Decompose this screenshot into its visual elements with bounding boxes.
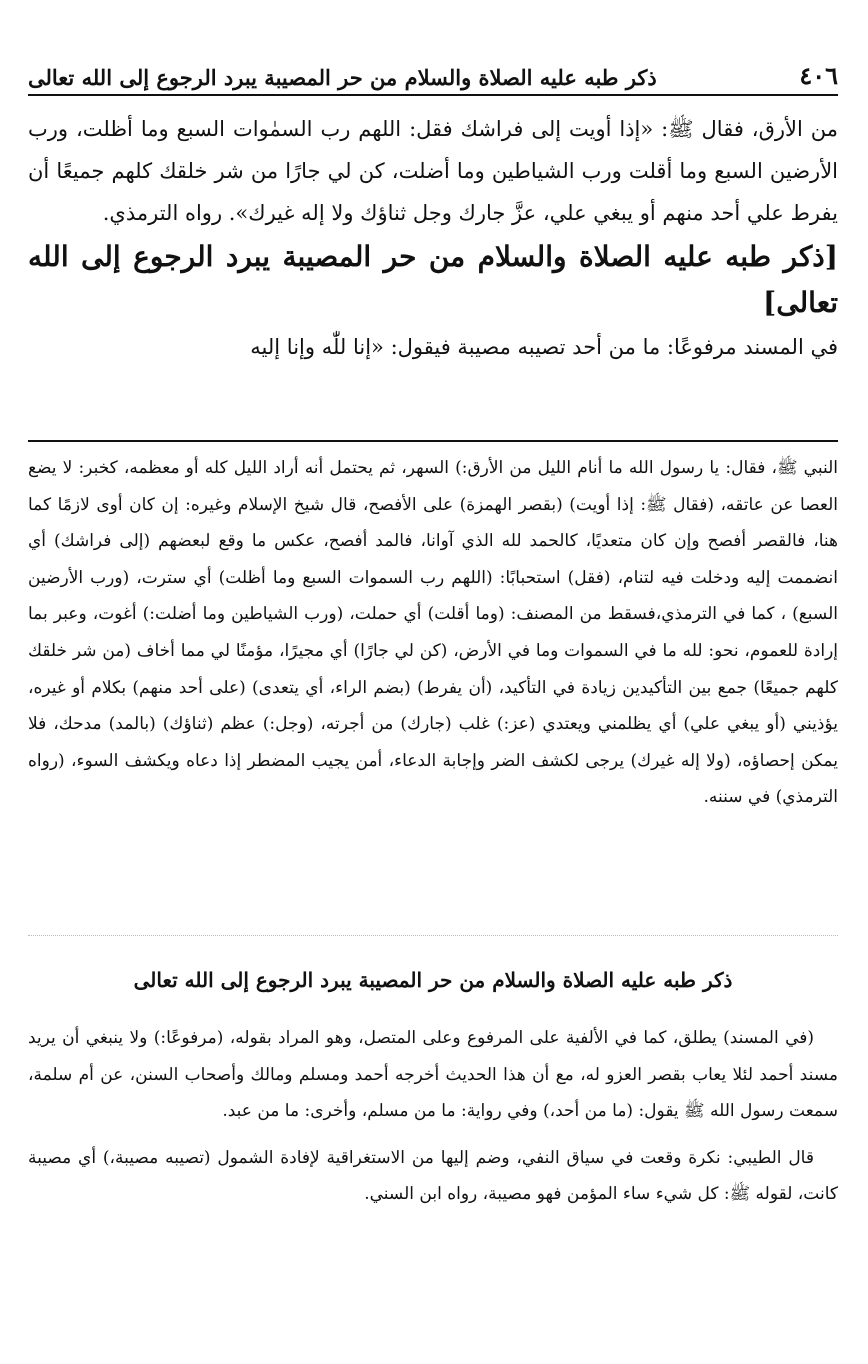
commentary-paragraph: (في المسند) يطلق، كما في الألفية على المرفوع وعلى المتصل، وهو المراد بقوله، (مرفوعًا:) ولا ينبغي أن يريد مسند أحمد لئلا يعاب بقصر العزو له، مع أن هذا الحديث أخرجه أحمد ومسلم ومالك وأصحاب السنن، عن أم سلمة، سمعت رسول الله ﷺ يقول: (ما من أحد،) وفي رواية: ما من مسلم، وأخرى: ما من عبد.: [28, 1028, 838, 1122]
commentary-text-section: [28, 1020, 838, 1223]
main-text-paragraph: من الأرق، فقال ﷺ: «إذا أويت إلى فراشك فقل: اللهم رب السمٰوات السبع وما أظلت، ورب الأرضين السبع وما أقلت ورب الشياطين وما أضلت، كن لي جارًا من شر خلقك كلهم جميعًا أن يفرط علي أحد منهم أو يبغي علي، عزَّ جارك وجل ثناؤك ولا إله غيرك». رواه الترمذي.: [28, 117, 838, 225]
section-heading: ذكر طبه عليه الصلاة والسلام من حر المصيبة يبرد الرجوع إلى الله تعالى: [133, 968, 733, 992]
main-text-paragraph: في المسند مرفوعًا: ما من أحد تصيبه مصيبة فيقول: «إنا للّٰه وإنا إليه: [250, 335, 838, 359]
commentary-text: [28, 450, 838, 816]
commentary-divider: [28, 440, 838, 442]
page-number: ٤٠٦: [799, 61, 838, 90]
book-page: [28, 0, 838, 1364]
running-title: ذكر طبه عليه الصلاة والسلام من حر المصيبة يبرد الرجوع إلى الله تعالى: [28, 65, 657, 90]
page-header: [28, 62, 838, 96]
main-text: [28, 108, 838, 368]
commentary-paragraph: قال الطيبي: نكرة وقعت في سياق النفي، وضم إليها من الاستغراقية لإفادة الشمول (تصيبه مصيبة،) أي مصيبة كانت، لقوله ﷺ: كل شيء ساء المؤمن فهو مصيبة، رواه ابن السني.: [28, 1147, 838, 1205]
chapter-heading: [ذكر طبه عليه الصلاة والسلام من حر المصيبة يبرد الرجوع إلى الله تعالى]: [28, 240, 838, 319]
commentary-paragraph: النبي ﷺ، فقال: يا رسول الله ما أنام الليل من الأرق:) السهر، ثم يحتمل أنه أراد الليل كله أو معظمه، كخبر: لا يضع العصا عن عاتقه، (فقال ﷺ: إذا أويت) (بقصر الهمزة) على الأفصح، قال شيخ الإسلام وغيره: إن كان أوى لازمًا كما هنا، فالقصر أفصح وإن كان متعديًا، كالحمد لله الذي آوانا، فالمد أفصح، عكس ما وقع لبعضهم (إلى فراشك) أي انضممت إليه ودخلت فيه لتنام، (فقل) استحبابًا: (اللهم رب السموات السبع وما أظلت) أي سترت، (ورب الأرضين السبع) ، كما في الترمذي،فسقط من المصنف: (وما أقلت) أي حملت، (ورب الشياطين وما أضلت:) أغوت، وعبر بما إرادة للعموم، نحو: لله ما في السموات وما في الأرض، (كن لي جارًا) أي مجيرًا، مؤمنًا لي مما أخاف (من شر خلقك كلهم جميعًا) جمع بين التأكيدين زيادة في التأكيد، (أن يفرط) (بضم الراء، أي يتعدى) (على أحد منهم) بكلام أو غيره، يؤذيني (أو يبغي علي) أي يظلمني ويعتدي (عز:) غلب (جارك) من أجرته، (وجل:) عظم (ثناؤك) (بالمد) مدحك، فلا يمكن إحصاؤه، (ولا إله غيرك) يرجى لكشف الضر وإجابة الدعاء، أمن يجيب المضطر إذا دعاه ويكشف السوء، (رواه الترمذي) في سننه.: [28, 458, 838, 808]
faint-divider: [28, 935, 838, 936]
